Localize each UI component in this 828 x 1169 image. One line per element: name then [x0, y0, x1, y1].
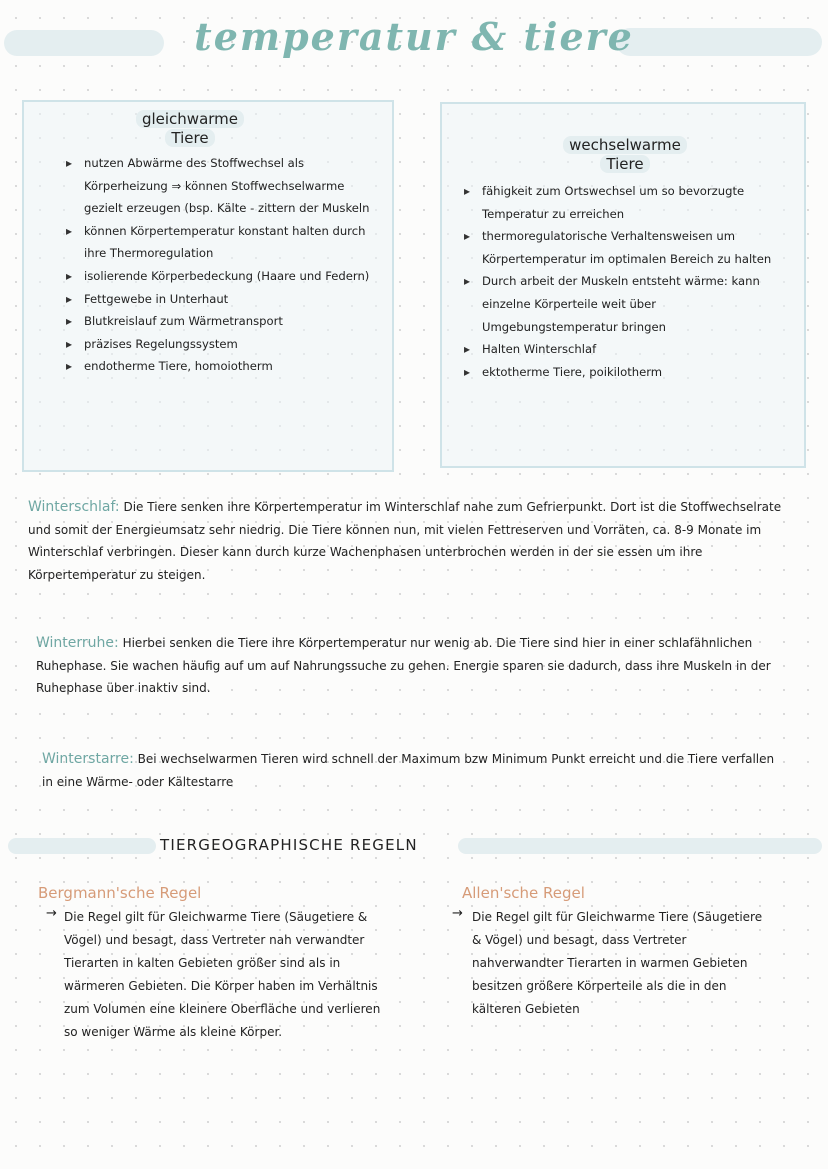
arrow-icon: → [452, 906, 463, 921]
list-item: ▸ ektotherme Tiere, poikilotherm [460, 361, 790, 384]
term-winterruhe: Winterruhe : [36, 635, 119, 651]
box-wechselwarme [440, 102, 806, 468]
box-gleichwarme-heading-line1: gleichwarme [136, 110, 244, 128]
box-wechselwarme-list [460, 180, 790, 383]
paragraph-winterstarre [42, 748, 782, 793]
list-item: ▸ isolierende Körperbedeckung (Haare und Federn) [62, 265, 378, 288]
box-gleichwarme [22, 100, 394, 472]
list-item: ▸ Fettgewebe in Unterhaut [62, 288, 378, 311]
list-item: ▸ thermoregulatorische Verhaltensweisen um Körpertemperatur im optimalen Bereich zu halten [460, 225, 790, 270]
section-heading: TIERGEOGRAPHISCHE REGELN [160, 836, 418, 854]
page-title: temperatur & tiere [194, 14, 634, 59]
list-item: ▸ endotherme Tiere, homoiotherm [62, 355, 378, 378]
allen-title: Allen'sche Regel [462, 884, 585, 902]
paragraph-winterruhe-text: Hierbei senken die Tiere ihre Körpertemperatur nur wenig ab. Die Tiere sind hier in einer schlafähnlichen Ruhephase. Sie wachen häufig auf um auf Nahrungssuche zu gehen. Energie sparen sie dadurch, dass ihre Muskeln in der Ruhephase über inaktiv sind. [36, 636, 771, 695]
term-winterschlaf: Winterschlaf : [28, 499, 120, 515]
list-item: ▸ Durch arbeit der Muskeln entsteht wärme: kann einzelne Körperteile weit über Umgebungstemperatur bringen [460, 270, 790, 338]
bergmann-title: Bergmann'sche Regel [38, 884, 202, 902]
list-item: ▸ können Körpertemperatur konstant halten durch ihre Thermoregulation [62, 220, 378, 265]
list-item: ▸ Halten Winterschlaf [460, 338, 790, 361]
bergmann-text: Die Regel gilt für Gleichwarme Tiere (Säugetiere & Vögel) und besagt, dass Vertreter nah verwandter Tierarten in kalten Gebieten größer sind als in wärmeren Gebieten. Die Körper haben im Verhältnis zum Volumen eine kleinere Oberfläche und verlieren so weniger Wärme als kleine Körper. [64, 910, 381, 1039]
paragraph-winterschlaf-text: Die Tiere senken ihre Körpertemperatur im Winterschlaf nahe zum Gefrierpunkt. Dort ist die Stoffwechselrate und somit der Energieumsatz sehr niedrig. Die Tiere können nun, mit vielen Fettreserven und Vorräten, ca. 8-9 Monate im Winterschlaf verbringen. Dieser kann durch kurze Wachenphasen unterbrochen werden in der sie essen um ihre Körpertemperatur zu steigen. [28, 500, 782, 582]
box-gleichwarme-list [62, 152, 378, 378]
section-highlight-right [458, 838, 822, 854]
term-winterstarre: Winterstarre : [42, 751, 134, 767]
list-item: ▸ präzises Regelungssystem [62, 333, 378, 356]
paragraph-winterruhe [36, 632, 796, 700]
list-item: ▸ nutzen Abwärme des Stoffwechsel als Körperheizung ⇒ können Stoffwechselwarme gezielt erzeugen (bsp. Kälte - zittern der Muskeln [62, 152, 378, 220]
box-wechselwarme-heading-line1: wechselwarme [563, 136, 687, 154]
box-wechselwarme-heading-line2: Tiere [600, 155, 649, 173]
section-highlight-left [8, 838, 156, 854]
allen-text: Die Regel gilt für Gleichwarme Tiere (Säugetiere & Vögel) und besagt, dass Vertreter nahverwandter Tierarten in warmen Gebieten besitzen größere Körperteile als die in den kälteren Gebieten [472, 910, 763, 1016]
paragraph-winterstarre-text: Bei wechselwarmen Tieren wird schnell der Maximum bzw Minimum Punkt erreicht und die Tiere verfallen in eine Wärme- oder Kältestarre [42, 752, 775, 789]
list-item: ▸ Blutkreislauf zum Wärmetransport [62, 310, 378, 333]
arrow-icon: → [46, 906, 57, 921]
list-item: ▸ fähigkeit zum Ortswechsel um so bevorzugte Temperatur zu erreichen [460, 180, 790, 225]
box-gleichwarme-heading-line2: Tiere [165, 129, 214, 147]
box-gleichwarme-heading [2, 110, 378, 148]
box-wechselwarme-heading [460, 136, 790, 174]
paragraph-winterschlaf [28, 496, 800, 586]
